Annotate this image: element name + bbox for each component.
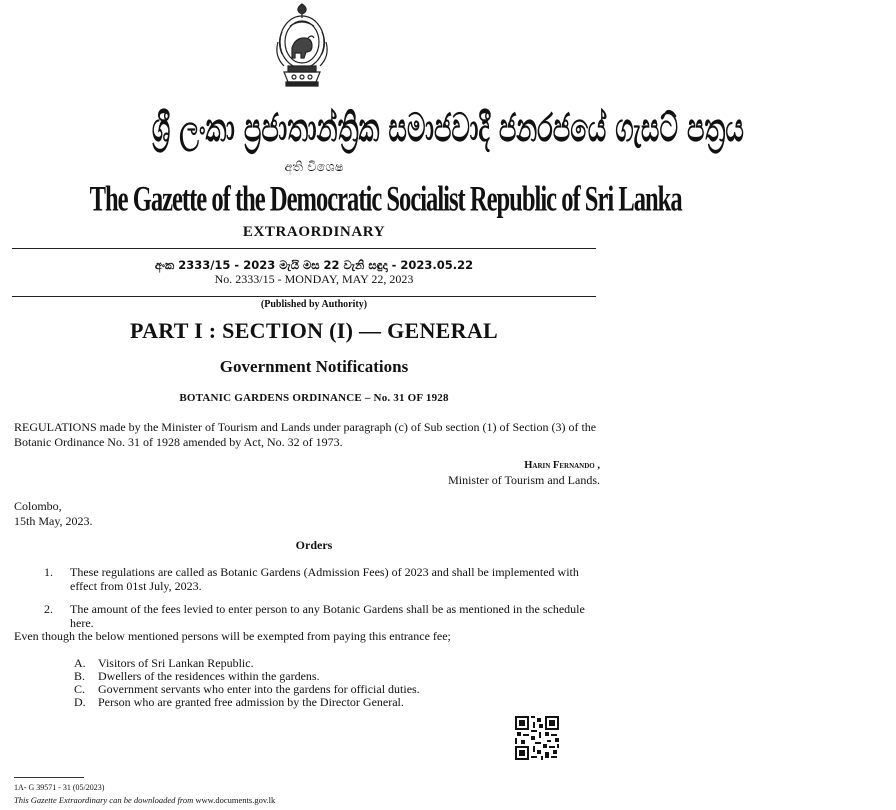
exemption-text: Person who are granted free admission by the Director General. xyxy=(98,695,404,709)
regulations-paragraph: REGULATIONS made by the Minister of Tourism and Lands under paragraph (c) of Sub section (1) of Section (3) of the Botanic Ordinance No. 31 of 1928 amended by Act, No. 32 of 1973. xyxy=(14,420,597,449)
signatory-designation: Minister of Tourism and Lands. xyxy=(448,473,600,487)
orders-heading: Orders xyxy=(295,538,333,552)
published-by-authority: (Published by Authority) xyxy=(260,299,368,310)
header-divider-bottom xyxy=(12,296,596,297)
exemption-letter: B. xyxy=(74,669,86,683)
exemption-letter: A. xyxy=(74,656,86,670)
issue-line-english: No. 2333/15 - MONDAY, MAY 22, 2023 xyxy=(214,272,414,286)
place: Colombo, xyxy=(14,499,62,513)
order-number: 1. xyxy=(44,565,53,579)
gazette-subtitle-sinhala: අති විශෙෂ xyxy=(284,160,344,175)
exemption-text: Government servants who enter into the gardens for official duties. xyxy=(98,682,420,696)
date: 15th May, 2023. xyxy=(14,513,93,528)
extraordinary-label: EXTRAORDINARY xyxy=(242,224,386,240)
download-note-text: This Gazette Extraordinary can be downloaded from xyxy=(14,795,194,805)
footer-divider xyxy=(14,777,84,778)
footer-download-note xyxy=(14,795,275,805)
exemption-text: Dwellers of the residences within the gardens. xyxy=(98,669,320,683)
order-text: These regulations are called as Botanic Gardens (Admission Fees) of 2023 and shall be implemented with effect from 01st July, 2023. xyxy=(70,565,579,593)
footer-reference: 1A- G 39571 - 31 (05/2023) xyxy=(14,783,105,792)
exemption-text: Visitors of Sri Lankan Republic. xyxy=(98,656,254,670)
download-url-link[interactable]: www.documents.gov.lk xyxy=(195,795,276,805)
qr-code-icon xyxy=(515,716,559,760)
gazette-title-sinhala: ශ්‍රී ලංකා ප්‍රජාතාන්ත්‍රික සමාජවාදී ජනරජයේ ගැසට් පත්‍රය xyxy=(151,106,744,151)
signatory-name: Harin Fernando , xyxy=(524,460,600,471)
place-date-block xyxy=(14,499,93,528)
exemption-letter: C. xyxy=(74,682,86,696)
order-number: 2. xyxy=(44,602,53,616)
header-divider-top xyxy=(12,248,596,249)
section-heading: Government Notifications xyxy=(219,357,409,376)
exemption-intro: Even though the below mentioned persons will be exempted from paying this entrance fee; xyxy=(14,629,451,643)
gazette-title-english: The Gazette of the Democratic Socialist Republic of Sri Lanka xyxy=(89,177,682,219)
order-text: The amount of the fees levied to enter person to any Botanic Gardens shall be as mentioned in the schedule here. xyxy=(70,602,585,630)
signatory-block xyxy=(420,459,600,487)
exemption-letter: D. xyxy=(74,695,86,709)
state-emblem-icon xyxy=(270,2,334,90)
issue-line-sinhala: අංක 2333/15 - 2023 මැයි මස 22 වැනි සඳුදා - 2023.05.22 xyxy=(154,258,474,272)
ordinance-title: BOTANIC GARDENS ORDINANCE – No. 31 OF 1928 xyxy=(179,392,449,404)
part-title: PART I : SECTION (I) — GENERAL xyxy=(129,318,498,343)
